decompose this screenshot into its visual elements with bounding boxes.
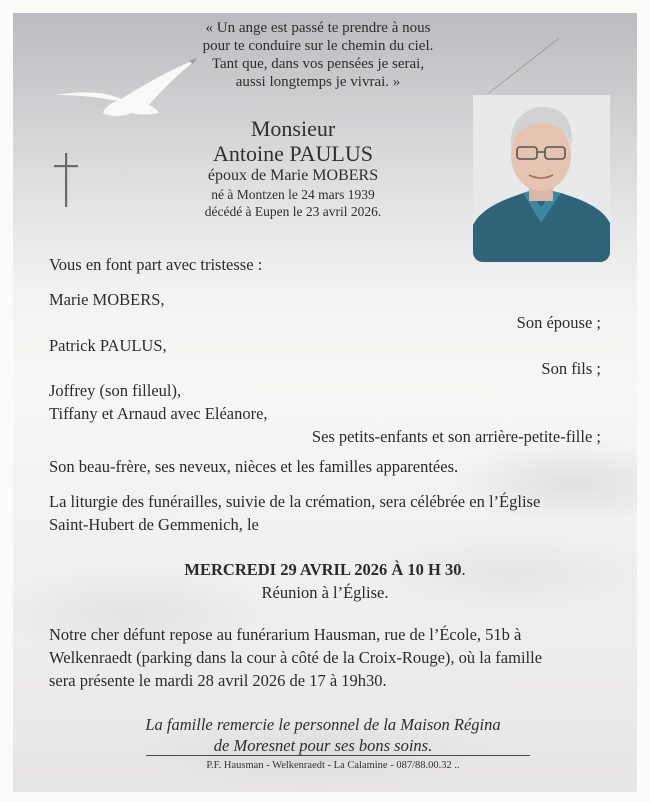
death-line: décédé à Eupen le 23 avril 2026.: [204, 204, 382, 219]
quote-line: aussi longtemps je vivrai. »: [235, 74, 401, 90]
visitation-line: sera présente le mardi 28 avril 2026 de 17 à 19h30.: [49, 671, 387, 690]
ceremony-datetime: MERCREDI 29 AVRIL 2026 À 10 H 30: [184, 560, 462, 579]
extended-family: Son beau-frère, ses neveux, nièces et les familles apparentées.: [49, 457, 459, 476]
family-entry-spouse: [49, 288, 601, 334]
quote-line: pour te conduire sur le chemin du ciel.: [202, 38, 434, 54]
family-entry-grandchildren: [49, 379, 601, 448]
funeral-home-footer: P.F. Hausman - Welkenraedt - La Calamine - 087/88.00.32 ..: [206, 760, 460, 771]
ceremony-line: Saint-Hubert de Gemmenich, le: [49, 515, 259, 534]
meeting-point: Réunion à l’Église.: [261, 583, 389, 602]
announcement-intro: Vous en font part avec tristesse :: [49, 255, 263, 274]
ceremony-datetime-line: [49, 558, 601, 581]
honorific: Monsieur: [250, 116, 336, 141]
quote-line: Tant que, dans vos pensées je serai,: [211, 56, 425, 72]
ceremony-info: [49, 490, 601, 536]
family-name: Tiffany et Arnaud avec Eléanore,: [49, 404, 268, 423]
family-relation: Son épouse ;: [516, 313, 601, 332]
visitation-line: Welkenraedt (parking dans la cour à côté de la Croix-Rouge), où la famille: [49, 648, 543, 667]
thanks-note: [93, 714, 553, 756]
family-entry-son: [49, 334, 601, 380]
birth-line: né à Montzen le 24 mars 1939: [211, 187, 375, 202]
spouse-line: époux de Marie MOBERS: [207, 167, 379, 184]
decorative-line: [488, 38, 560, 94]
deceased-header: [163, 116, 423, 220]
family-name: Marie MOBERS,: [49, 290, 165, 309]
memorial-quote: [173, 19, 463, 91]
funeral-notice-card: [13, 13, 637, 792]
ceremony-datetime-block: [49, 558, 601, 604]
cross-icon: [53, 153, 79, 207]
visitation-info: [49, 623, 601, 692]
thanks-line: La famille remercie le personnel de la Maison Régina: [145, 715, 501, 734]
ceremony-line: La liturgie des funérailles, suivie de la crémation, sera célébrée en l’Église: [49, 492, 541, 511]
ceremony-datetime-suffix: .: [461, 560, 466, 579]
quote-line: « Un ange est passé te prendre à nous: [205, 20, 431, 36]
portrait-illustration: [473, 95, 610, 262]
deceased-name: Antoine PAULUS: [213, 141, 373, 166]
visitation-line: Notre cher défunt repose au funérarium Hausman, rue de l’École, 51b à: [49, 625, 522, 644]
footer-divider: [146, 755, 530, 756]
family-relation: Ses petits-enfants et son arrière-petite-fille ;: [311, 427, 601, 446]
portrait-photo: [473, 95, 610, 262]
family-relation: Son fils ;: [541, 359, 601, 378]
family-name: Patrick PAULUS,: [49, 336, 167, 355]
family-name: Joffrey (son filleul),: [49, 381, 182, 400]
thanks-line: de Moresnet pour ses bons soins.: [213, 736, 433, 755]
